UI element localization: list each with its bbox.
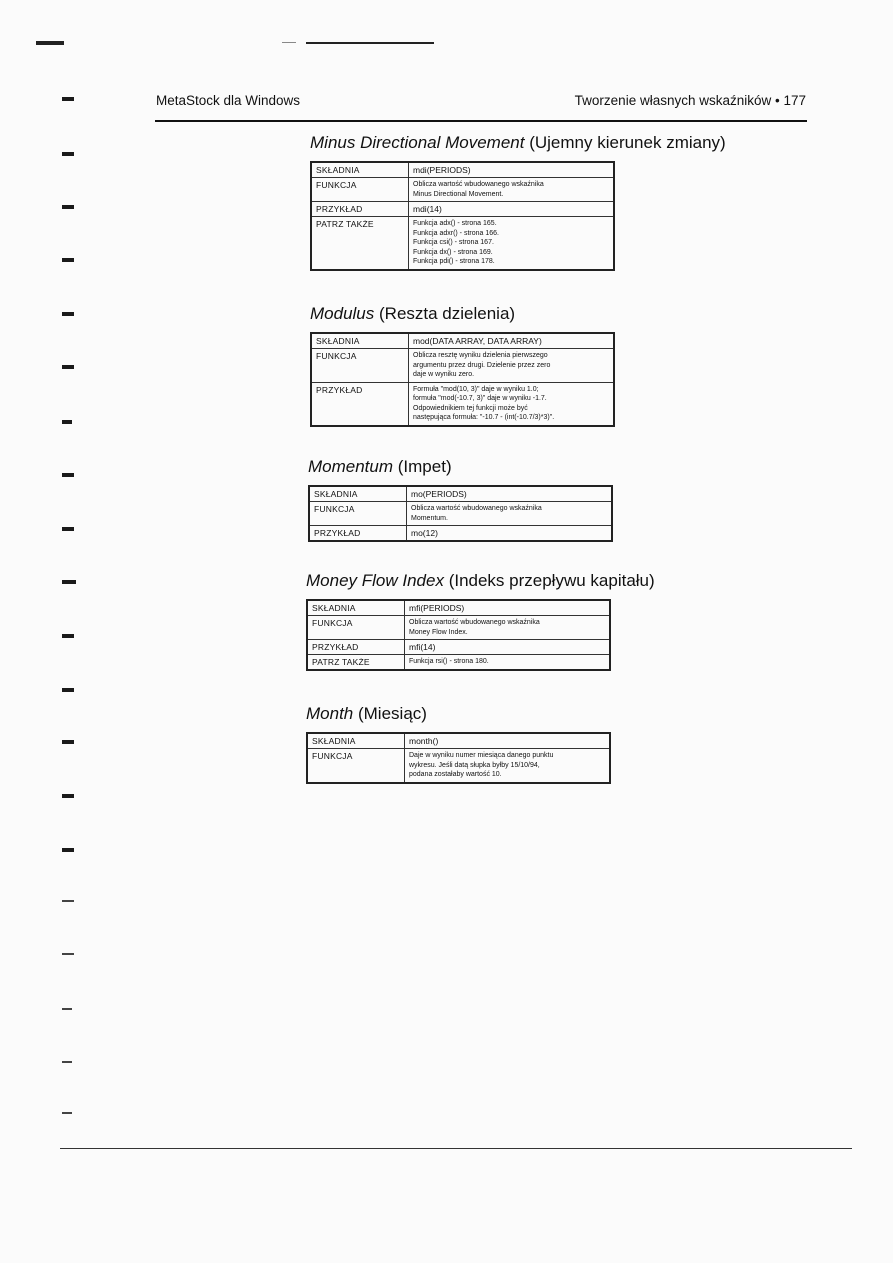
punch-mark [62, 794, 74, 798]
table-row [307, 600, 610, 616]
row-value [409, 333, 615, 349]
value-line: mdi(PERIODS) [413, 165, 471, 175]
punch-mark [62, 848, 74, 852]
punch-mark [62, 634, 74, 638]
row-value [409, 382, 615, 426]
value-line: Money Flow Index. [409, 628, 468, 636]
row-label: SKŁADNIA [307, 733, 405, 749]
punch-mark [62, 580, 76, 584]
punch-mark [62, 205, 74, 209]
row-value [407, 526, 613, 542]
section-title [308, 457, 808, 477]
punch-mark [62, 258, 74, 262]
value-line: Formuła "mod(10, 3)" daje w wyniku 1.0; [413, 385, 539, 393]
function-section [310, 133, 810, 271]
value-line: Minus Directional Movement. [413, 190, 504, 198]
scan-mark [36, 41, 64, 45]
table-row [307, 616, 610, 640]
section-title [310, 133, 810, 153]
syntax-table [310, 332, 615, 427]
table-row [311, 178, 614, 202]
table-row [311, 382, 614, 426]
value-line: mod(DATA ARRAY, DATA ARRAY) [413, 336, 542, 346]
table-row [307, 749, 610, 783]
syntax-table [310, 161, 615, 271]
value-line: Funkcja adx() - strona 165. [413, 220, 497, 227]
punch-mark [62, 152, 74, 156]
header-rule [155, 120, 807, 122]
syntax-table [306, 732, 611, 784]
punch-mark [62, 1061, 72, 1063]
punch-mark [62, 527, 74, 531]
syntax-table [306, 599, 611, 671]
section-title [310, 304, 810, 324]
table-row [307, 655, 610, 671]
footer-rule [60, 1148, 852, 1149]
value-line: Daje w wyniku numer miesiąca danego punktu [409, 752, 554, 759]
punch-mark [62, 97, 74, 101]
row-label: PRZYKŁAD [309, 526, 407, 542]
row-value [405, 616, 611, 640]
value-line: Funkcja dx() - strona 169. [413, 248, 493, 256]
row-value [409, 217, 615, 270]
value-line: argumentu przez drugi. Dzielenie przez zero [413, 361, 551, 369]
title-english: Momentum [308, 457, 394, 476]
value-line: Oblicza wartość wbudowanego wskaźnika [411, 505, 542, 512]
title-english: Money Flow Index [306, 571, 444, 590]
row-label: FUNKCJA [307, 616, 405, 640]
value-line: Momentum. [411, 514, 448, 522]
punch-mark [62, 1008, 72, 1010]
punch-mark [62, 365, 74, 369]
row-label: SKŁADNIA [309, 486, 407, 502]
row-value [409, 178, 615, 202]
function-section [310, 304, 810, 427]
value-line: podana zostałaby wartość 10. [409, 771, 502, 778]
row-label: PATRZ TAKŻE [307, 655, 405, 671]
book-title: MetaStock dla Windows [156, 93, 301, 108]
value-line: Oblicza wartość wbudowanego wskaźnika [409, 619, 540, 626]
chapter-title: Tworzenie własnych wskaźników • 177 [574, 93, 806, 108]
row-value [409, 162, 615, 178]
table-row [309, 486, 612, 502]
title-polish: (Ujemny kierunek zmiany) [529, 133, 726, 152]
value-line: mdi(14) [413, 204, 442, 214]
value-line: Oblicza wartość wbudowanego wskaźnika [413, 181, 544, 188]
table-row [311, 217, 614, 270]
punch-mark [62, 312, 74, 316]
table-row [309, 526, 612, 542]
row-label: PRZYKŁAD [311, 382, 409, 426]
row-label: FUNKCJA [311, 349, 409, 383]
row-value [405, 655, 611, 671]
punch-mark [62, 473, 74, 477]
title-english: Minus Directional Movement [310, 133, 525, 152]
title-english: Month [306, 704, 354, 723]
row-label: SKŁADNIA [311, 333, 409, 349]
value-line: mfi(14) [409, 642, 436, 652]
function-section [308, 457, 808, 542]
value-line: następująca formuła: "-10.7 - (int(-10.7/3)*3)". [413, 414, 555, 421]
value-line: Funkcja adxr() - strona 166. [413, 229, 499, 237]
row-value [405, 733, 611, 749]
row-label: FUNKCJA [307, 749, 405, 783]
punch-mark [62, 420, 72, 424]
row-value [405, 640, 611, 655]
row-value [405, 600, 611, 616]
value-line: Funkcja rsi() - strona 180. [409, 658, 489, 665]
row-value [409, 202, 615, 217]
value-line: daje w wyniku zero. [413, 371, 475, 378]
row-value [409, 349, 615, 383]
value-line: formuła "mod(-10.7, 3)" daje w wyniku -1.7. [413, 395, 547, 402]
table-row [307, 733, 610, 749]
row-value [407, 486, 613, 502]
title-polish: (Impet) [397, 457, 452, 476]
punch-mark [62, 688, 74, 692]
punch-mark [62, 740, 74, 744]
row-label: SKŁADNIA [307, 600, 405, 616]
value-line: mo(12) [411, 528, 438, 538]
row-label: PATRZ TAKŻE [311, 217, 409, 270]
scan-mark [282, 42, 296, 43]
row-label: PRZYKŁAD [311, 202, 409, 217]
syntax-table [308, 485, 613, 542]
row-value [407, 502, 613, 526]
punch-mark [62, 1112, 72, 1114]
section-title [306, 571, 806, 591]
value-line: mo(PERIODS) [411, 489, 467, 499]
title-polish: (Miesiąc) [357, 704, 427, 723]
function-section [306, 571, 806, 671]
title-english: Modulus [310, 304, 375, 323]
value-line: Oblicza resztę wyniku dzielenia pierwszego [413, 352, 548, 359]
row-label: SKŁADNIA [311, 162, 409, 178]
title-polish: (Reszta dzielenia) [379, 304, 516, 323]
value-line: Funkcja pdi() - strona 178. [413, 258, 495, 265]
value-line: Odpowiednikiem tej funkcji może być [413, 404, 528, 412]
table-row [311, 333, 614, 349]
table-row [311, 162, 614, 178]
title-polish: (Indeks przepływu kapitału) [448, 571, 655, 590]
table-row [309, 502, 612, 526]
punch-mark [62, 900, 74, 902]
value-line: month() [409, 736, 439, 746]
table-row [307, 640, 610, 655]
row-label: FUNKCJA [309, 502, 407, 526]
value-line: mfi(PERIODS) [409, 603, 465, 613]
section-title [306, 704, 806, 724]
page-header [156, 93, 806, 111]
row-label: FUNKCJA [311, 178, 409, 202]
function-section [306, 704, 806, 784]
table-row [311, 349, 614, 383]
row-value [405, 749, 611, 783]
table-row [311, 202, 614, 217]
value-line: wykresu. Jeśli datą słupka byłby 15/10/94, [409, 761, 540, 769]
punch-mark [62, 953, 74, 955]
value-line: Funkcja csi() - strona 167. [413, 239, 494, 246]
scan-mark [306, 42, 434, 44]
row-label: PRZYKŁAD [307, 640, 405, 655]
